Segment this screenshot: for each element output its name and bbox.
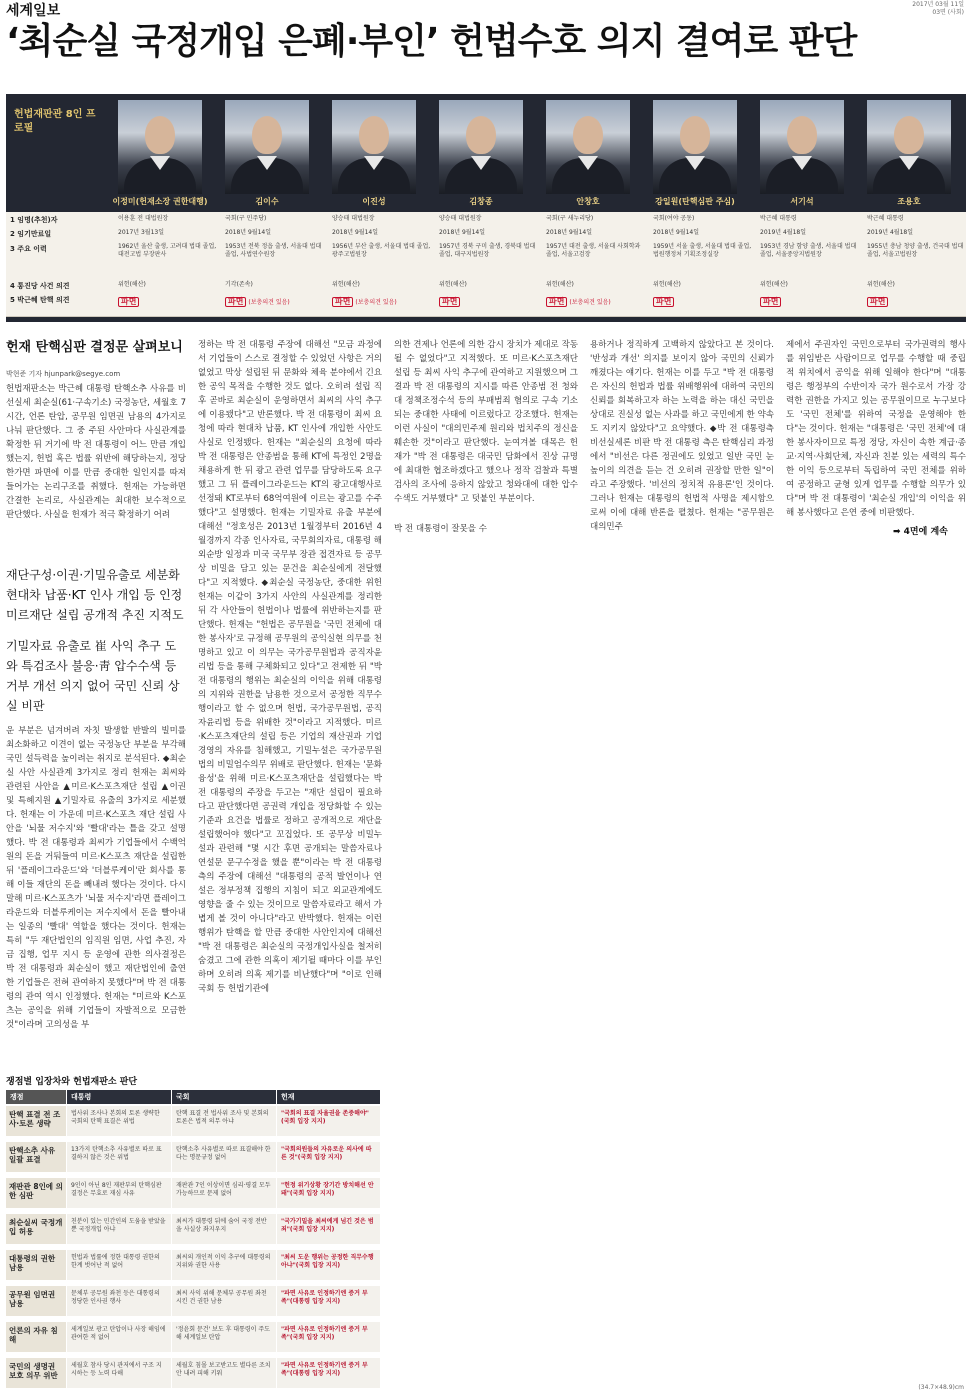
profile-cell-appointer: 국회(여야 공동) <box>653 215 695 222</box>
court-cell: "국회의 표결 자율권을 존중해야"(국회 입장 지지) <box>277 1106 380 1136</box>
profile-cell-appointer: 양승태 대법원장 <box>332 215 375 222</box>
profile-cell-career: 1957년 대전 출생, 서울대 사회학과 졸업, 서울고검장 <box>546 243 641 258</box>
judge-card <box>538 100 638 210</box>
profile-cell-term: 2017년 3월13일 <box>118 229 165 236</box>
profile-cell-career: 1953년 경남 함양 출생, 서울대 법대 졸업, 서울중앙지법원장 <box>760 243 857 258</box>
profile-row <box>6 292 966 317</box>
profile-cell-appointer: 국회(구 새누리당) <box>546 215 594 222</box>
dismissal-stamp: 파면 <box>653 297 674 307</box>
president-cell: 헌법과 법률에 정한 대통령 권한의 한계 벗어난 적 없어 <box>67 1250 171 1280</box>
judge-card <box>645 100 745 210</box>
table-row <box>6 1177 380 1208</box>
judge-photo <box>332 100 416 194</box>
president-cell: 친분이 있는 민간인의 도움을 받았을 뿐 국정개입 아냐 <box>67 1214 171 1244</box>
opinion-note: (보충의견 있음) <box>355 299 397 306</box>
judge-photo <box>225 100 309 194</box>
profile-row-label: 3 주요 이력 <box>10 245 47 253</box>
profile-title: 헌법재판관 8인 프로필 <box>14 109 96 134</box>
page-line: 03면 (사회) <box>932 9 964 16</box>
profile-row-label: 2 임기만료일 <box>10 230 52 238</box>
court-cell: "국가기밀을 최씨에게 넘긴 것은 범죄"(국회 입장 지지) <box>277 1214 380 1244</box>
assembly-cell: 재판관 7인 이상이면 심리·평결 모두 가능하므로 문제 없어 <box>172 1178 276 1208</box>
president-cell: 9인이 아닌 8인 재판부의 탄핵심판 결정은 무효로 재심 사유 <box>67 1178 171 1208</box>
headline: ‘최순실 국정개입 은폐·부인’ 헌법수호 의지 결여로 판단 <box>6 21 857 62</box>
judge-card <box>110 100 210 210</box>
issue-cell: 공무원 임면권 남용 <box>6 1286 66 1316</box>
issue-cell: 재판관 8인에 의한 심판 <box>6 1178 66 1208</box>
table-row <box>6 1213 380 1244</box>
profile-row-label: 5 박근혜 탄핵 의견 <box>10 296 70 304</box>
dismissal-stamp: 파면 <box>867 297 888 307</box>
continued-note: ➡ 4면에 계속 <box>893 527 948 537</box>
judge-name: 서기석 <box>790 197 814 206</box>
profile-row <box>6 278 966 293</box>
judge-name: 이진성 <box>362 197 386 206</box>
issue-cell: 국민의 생명권 보호 의무 위반 <box>6 1358 66 1388</box>
judge-card <box>324 100 424 210</box>
impeach-cell <box>867 297 967 307</box>
judge-name: 김이수 <box>255 197 279 206</box>
table-header: 헌재 <box>277 1090 380 1104</box>
article-col1-bottom: 운 부분은 넘겨버려 자칫 발생할 반발의 빌미를 최소화하고 이견이 없는 국정농단 부분을 부각해 국민 설득력을 높이려는 취지로 분석된다. ◆최순실 사안 사실관계 3가지로 정리 헌재는 최씨와 관련된 사안을 ▲미르·K스포츠재단 설립 ▲이권 및 특혜지원 ▲기밀자료 유출의 3가지로 세분했다. 헌재는 이 가운데 미르·K스포츠 재단 설립 사안을 '뇌물 저수지'와 '빨대'라는 틀을 갖고 설명했다. 박 전 대통령과 최씨가 기업들에서 수백억원의 돈을 거둬들여 미르·K스포츠 재단을 설립한 뒤 '플레이그라운드'와 '더블루케이'란 회사를 통해 이들 재단의 돈을 빼내려 했다는 것이다. 다시 말해 미르·K스포츠가 '뇌물 저수지'라면 플레이그라운드와 더블루케이는 저수지에서 돈을 빨아내는 일종의 '빨대' 역할을 했다는 것이다. 헌재는 특히 "두 재단법인의 임직원 임면, 사업 추진, 자금 집행, 업무 지시 등 운영에 관한 의사결정은 박 전 대통령과 최순실이 했고 재단법인에 출연한 기업들은 전혀 관여하지 못했다"며 박 전 대통령의 관여 역시 인정했다. 헌재는 "미르와 K스포츠는 공익을 위해 기업들이 자발적으로 모금한 것"이라며 고의성을 부 <box>6 726 186 1030</box>
judge-photo <box>867 100 951 194</box>
profile-row-label: 1 임명(추천)자 <box>10 216 58 224</box>
article-col5: 제에서 주권자인 국민으로부터 국가권력의 행사를 위임받은 사람이므로 업무를 수행할 때 중립적 위치에서 공익을 위해 일해야 한다"며 "대통령은 행정부의 수반이자 국가 원수로서 가장 강력한 권한을 가지고 있는 공무원이므로 누구보다도 '국민 전체'를 위하여 국정을 운영해야 한다"는 것이다. 헌재는 "대통령은 '국민 전체'에 대한 봉사자이므로 특정 정당, 자신이 속한 계급·종교·지역·사회단체, 자신과 친분 있는 세력의 특수한 이익 등으로부터 독립하여 국민 전체를 위하여 공정하고 균형 있게 업무를 수행할 의무가 있다"며 박 전 대통령이 '최순실 개입'의 이익을 위해 봉사했다고 은연 중에 비판했다. <box>786 340 966 518</box>
impeach-cell <box>225 297 325 307</box>
judge-photo <box>439 100 523 194</box>
profile-cell-utp: 위헌(해산) <box>118 281 146 288</box>
issue-cell: 최순실씨 국정개입 허용 <box>6 1214 66 1244</box>
byline: 박현준 기자 hjunpark@segye.com <box>6 370 121 378</box>
profile-cell-utp: 위헌(해산) <box>546 281 574 288</box>
court-cell: "헌정 위기상황 장기간 방치해선 안 돼"(국회 입장 지지) <box>277 1178 380 1208</box>
table-row <box>6 1105 380 1136</box>
profile-cell-career: 1956년 부산 출생, 서울대 법대 졸업, 광주고법원장 <box>332 243 431 258</box>
article-col1-top: 헌법재판소는 박근혜 대통령 탄핵소추 사유를 비선실세 최순실(61·구속기소) 국정농단, 세월호 7시간, 언론 탄압, 공무원 임면권 남용의 4가지로 나눠 판단했다. 그 중 주된 사안마다 사실관계를 확정한 뒤 거기에 박 전 대통령이 어느 만큼 개입했는지, 헌법 혹은 법률 위반에 해당하는지, 정당한가면 파면에 이를 만큼 중대한 일인지를 따져들어가는 논리구조를 취했다. 헌재는 가능하면 간결한 논리로, 사실관계는 최대한 보수적으로 판단했다. 사실을 헌재가 적극 확정하기 어려 <box>6 384 186 520</box>
profile-cell-utp: 위헌(해산) <box>439 281 467 288</box>
profile-row-label: 4 통진당 사건 의견 <box>10 282 70 290</box>
profile-cell-appointer: 국회(구 민주당) <box>225 215 267 222</box>
impeach-cell <box>653 297 753 307</box>
impeach-cell <box>332 297 432 307</box>
judge-card <box>217 100 317 210</box>
assembly-cell: '정윤회 문건' 보도 후 대통령이 주도해 세계일보 탄압 <box>172 1322 276 1352</box>
assembly-cell: 최씨의 개인적 이익 추구에 대통령의 지위와 권한 사용 <box>172 1250 276 1280</box>
issue-cell: 대통령의 권한 남용 <box>6 1250 66 1280</box>
judge-name: 강일원(탄핵심판 주심) <box>655 197 735 206</box>
dismissal-stamp: 파면 <box>225 297 246 307</box>
assembly-cell: 최씨가 대통령 뒤에 숨어 국정 전반을 사실상 좌지우지 <box>172 1214 276 1244</box>
impeach-cell <box>760 297 860 307</box>
table-title: 쟁점별 입장차와 헌법재판소 판단 <box>6 1077 138 1087</box>
profile-cell-utp: 기각(존속) <box>225 281 253 288</box>
impeach-cell <box>118 297 218 307</box>
subhead-2: 기밀자료 유출로 崔 사익 추구 도와 특검조사 불응·靑 압수수색 등 거부 개선 의지 없어 국민 신뢰 상실 비판 <box>6 639 180 713</box>
profile-cell-term: 2019년 4월18일 <box>867 229 914 236</box>
issue-cell: 탄핵소추 사유 일괄 표결 <box>6 1142 66 1172</box>
president-cell: 13가지 탄핵소추 사유별로 따로 표결하지 않은 것은 위법 <box>67 1142 171 1172</box>
masthead: 세계일보 <box>6 3 61 19</box>
profile-cell-utp: 위헌(해산) <box>760 281 788 288</box>
profile-row <box>6 212 966 227</box>
profile-cell-appointer: 이용훈 전 대법원장 <box>118 215 169 222</box>
table-header: 쟁점 <box>6 1090 66 1104</box>
judge-name: 이정미(헌재소장 권한대행) <box>112 197 208 206</box>
court-cell: "파면 사유로 인정하기엔 증거 부족"(대통령 입장 지지) <box>277 1358 380 1388</box>
court-cell: "국회의원들의 자유로운 의사에 따른 것"(국회 입장 지지) <box>277 1142 380 1172</box>
judge-photo <box>118 100 202 194</box>
issue-cell: 탄핵 표결 전 조사·토론 생략 <box>6 1106 66 1136</box>
profile-cell-term: 2018년 9월14일 <box>225 229 272 236</box>
president-cell: 세계일보 광고 탄압이나 사장 해임에 관여한 적 없어 <box>67 1322 171 1352</box>
issues-table <box>6 1090 380 1394</box>
article-col2: 정하는 박 전 대통령 주장에 대해선 "모금 과정에서 기업들이 스스로 결정할 수 있었던 사항은 거의 없었고 막상 설립된 뒤 문화와 체육 분야에서 긴요한 공익 목적을 수행한 것도 없다. 오히려 설립 직후 곧바로 최순실이 운영하면서 최씨의 사익 추구에 이용됐다"고 반론했다. 박 전 대통령이 최씨 요청에 따라 현대차 납품, KT 인사에 개입한 사안도 사실로 인정됐다. 헌재는 "최순실의 요청에 따라 박 전 대통령은 안종범을 통해 KT에 특정인 2명을 채용하게 한 뒤 광고 관련 업무를 담당하도록 요구했고 그 뒤 플레이그라운드는 KT의 광고대행사로 선정돼 KT로부터 68억여원에 이르는 광고를 수주했다"고 설명했다. 헌재는 기밀자료 유출 부분에 대해선 "정호성은 2013년 1월경부터 2016년 4월경까지 각종 인사자료, 국무회의자료, 대통령 해외순방 일정과 미국 국무부 장관 접견자료 등 공무상 비밀을 담고 있는 문건을 최순실에게 전달했다"고 지적했다. ◆최순실 국정농단, 중대한 위헌 헌재는 이같이 3가지 사안의 사실관계를 정리한 뒤 각 사안들이 헌법이나 법률에 위반하는지를 판단했다. 헌재는 "헌법은 공무원을 '국민 전체에 대한 봉사자'로 규정해 공무원의 공익실현 의무를 천명하고 있고 이 의무는 국가공무원법과 공직자윤리법 등을 통해 구체화되고 있다"고 전제한 뒤 "박 전 대통령의 행위는 최순실의 이익을 위해 대통령의 지위와 권한을 남용한 것으로서 공정한 직무수행이라고 할 수 없으며 헌법, 국가공무원법, 공직자윤리법 등을 위배한 것"이라고 지적했다. 미르·K스포츠재단의 설립 등은 기업의 재산권과 기업경영의 자유를 침해했고, 기밀누설은 국가공무원법의 비밀엄수의무 위배로 판단했다. 헌재는 '문화융성'을 위해 미르·K스포츠재단을 설립했다는 박 전 대통령의 주장을 두고는 "재단 설립이 필요하다고 판단했다면 공권력 개입을 정당화할 수 있는 기준과 요건을 법률로 정하고 공개적으로 재단을 설립했어야 했다"고 꼬집었다. 또 공무상 비밀누설과 관련해 "몇 시간 후면 공개되는 말씀자료나 연설문 문구수정을 했을 뿐"이라는 박 전 대통령 측의 주장에 대해선 "대통령의 공적 발언이나 연설은 정부정책 집행의 지침이 되고 외교관계에도 영향을 줄 수 있는 것이므로 말씀자료라고 해서 가볍게 볼 것이 아니다"라고 반박했다. 헌재는 이런 행위가 탄핵을 할 만큼 중대한 사안인지에 대해선 "박 전 대통령은 최순실의 국정개입사실을 철저히 숨겼고 그에 관한 의혹이 제기될 때마다 이를 부인하며 오히려 의혹 제기를 비난했다"며 "이로 인해 국회 등 헌법기관에 <box>198 340 382 994</box>
profile-cell-term: 2018년 9월14일 <box>546 229 593 236</box>
dismissal-stamp: 파면 <box>118 297 139 307</box>
article-col3: 의한 견제나 언론에 의한 감시 장치가 제대로 작동될 수 없었다"고 지적했다. 또 미르·K스포츠재단 설립 등 최씨 사익 추구에 관여하고 지원했으며 그 결과 박 전 대통령의 지시를 따른 안종범 전 청와대 정책조정수석 등의 부패범죄 혐의로 구속 기소되는 중대한 사태에 이르렀다고 강조했다. 헌재는 이런 사실이 "대의민주제 원리와 법치주의 정신을 훼손한 것"이라고 판단했다. 눈여겨볼 대목은 헌재가 "박 전 대통령은 대국민 담화에서 진상 규명에 최대한 협조하겠다고 했으나 정작 검찰과 특별검사의 조사에 응하지 않았고 청와대에 대한 압수수색도 거부했다" 고 덧붙인 부분이다. <box>394 340 578 504</box>
court-cell: "파면 사유로 인정하기엔 증거 부족"(국회 입장 지지) <box>277 1322 380 1352</box>
president-cell: 세월호 참사 당시 관저에서 구조 지시하는 등 노력 다해 <box>67 1358 171 1388</box>
profile-cell-utp: 위헌(해산) <box>332 281 360 288</box>
judge-name: 김창종 <box>469 197 493 206</box>
profile-cell-utp: 위헌(해산) <box>867 281 895 288</box>
opinion-note: (보충의견 있음) <box>569 299 611 306</box>
judge-photo <box>760 100 844 194</box>
judge-photo <box>546 100 630 194</box>
dismissal-stamp: 파면 <box>439 297 460 307</box>
table-header: 국회 <box>172 1090 276 1104</box>
profile-cell-appointer: 박근혜 대통령 <box>867 215 904 222</box>
assembly-cell: 탄핵소추 사유별로 따로 표결해야 한다는 명문규정 없어 <box>172 1142 276 1172</box>
impeach-cell <box>439 297 539 307</box>
date-line: 2017년 03월 11일 <box>912 1 964 8</box>
court-cell: "파면 사유로 인정하기엔 증거 부족"(대통령 입장 지지) <box>277 1286 380 1316</box>
table-header: 대통령 <box>67 1090 171 1104</box>
profile-cell-career: 1959년 서울 출생, 서울대 법대 졸업, 법원행정처 기획조정실장 <box>653 243 752 258</box>
scale-note: (34.7×48.9)cm <box>918 1384 964 1391</box>
profile-cell-career: 1962년 울산 출생, 고려대 법대 졸업, 대전고법 부장판사 <box>118 243 217 258</box>
profile-cell-career: 1955년 충남 청양 출생, 건국대 법대 졸업, 서울고법원장 <box>867 243 964 258</box>
judge-card <box>431 100 531 210</box>
dismissal-stamp: 파면 <box>760 297 781 307</box>
table-row <box>6 1141 380 1172</box>
impeach-cell <box>546 297 646 307</box>
table-row <box>6 1285 380 1316</box>
assembly-cell: 탄핵 표결 전 법사위 조사 및 본회의 토론은 법적 의무 아냐 <box>172 1106 276 1136</box>
president-cell: 법사위 조사나 본회의 토론 생략한 국회의 탄핵 표결은 위법 <box>67 1106 171 1136</box>
profile-cell-utp: 위헌(해산) <box>653 281 681 288</box>
judge-name: 조용호 <box>897 197 921 206</box>
opinion-note: (보충의견 있음) <box>248 299 290 306</box>
table-row <box>6 1321 380 1352</box>
article-col4: 용하거나 정직하게 고백하지 않았다고 본 것이다. '반성과 개선' 의지를 보이지 않아 국민의 신뢰가 깨졌다는 얘기다. 헌재는 이를 두고 "박 전 대통령은 자신의 헌법과 법률 위배행위에 대하여 국민의 신뢰를 회복하고자 하는 노력을 하는 대신 국민을 상대로 진실성 없는 사과를 하고 국민에게 한 약속도 지키지 않았다"고 요약했다. ◆박 전 대통령측 비선실세론 비판 박 전 대통령 측은 탄핵심리 과정에서 "비선은 다른 정권에도 있었고 일반 국민 눈높이의 의견을 듣는 건 오히려 권장할 만한 일"이라고 주장했다. '비선의 정치적 유용론'인 것이다. 그러나 헌재는 대통령의 헌법적 사명을 제시함으로써 이에 대해 반론을 펼쳤다. 헌재는 "공무원은 대의민주 <box>590 340 774 532</box>
profile-cell-term: 2018년 9월14일 <box>653 229 700 236</box>
judge-card <box>752 100 852 210</box>
president-cell: 문체부 공무원 좌천 등은 대통령의 정당한 인사권 행사 <box>67 1286 171 1316</box>
profile-cell-term: 2019년 4월18일 <box>760 229 807 236</box>
judge-photo <box>653 100 737 194</box>
subhead-1: 재단구성·이권·기밀유출로 세분화 현대차 납품·KT 인사 개입 등 인정 미르재단 설립 공개적 추진 지적도 <box>6 568 184 622</box>
profile-cell-term: 2018년 9월14일 <box>439 229 486 236</box>
dismissal-stamp: 파면 <box>546 297 567 307</box>
assembly-cell: 세월호 침몰 보고받고도 별다른 조치 안 내려 피해 키워 <box>172 1358 276 1388</box>
profile-cell-term: 2018년 9월14일 <box>332 229 379 236</box>
section-title: 헌재 탄핵심판 결정문 살펴보니 <box>6 340 183 355</box>
assembly-cell: 최씨 사익 위해 문체부 공무원 좌천시킨 건 권한 남용 <box>172 1286 276 1316</box>
profile-cell-career: 1957년 경북 구미 출생, 경북대 법대 졸업, 대구지법원장 <box>439 243 536 258</box>
table-row <box>6 1357 380 1388</box>
article-col3-tail: 박 전 대통령이 잘못을 수 <box>394 524 487 534</box>
judge-card <box>859 100 959 210</box>
date-info <box>912 1 964 17</box>
judge-name: 안창호 <box>576 197 600 206</box>
table-row <box>6 1249 380 1280</box>
dismissal-stamp: 파면 <box>332 297 353 307</box>
issue-cell: 언론의 자유 침해 <box>6 1322 66 1352</box>
profile-cell-appointer: 양승태 대법원장 <box>439 215 482 222</box>
profile-row <box>6 240 966 279</box>
court-cell: "최씨 도운 행위는 공정한 직무수행 아냐"(국회 입장 지지) <box>277 1250 380 1280</box>
profile-row <box>6 226 966 241</box>
profile-cell-career: 1953년 전북 정읍 출생, 서울대 법대 졸업, 사법연수원장 <box>225 243 322 258</box>
profile-cell-appointer: 박근혜 대통령 <box>760 215 797 222</box>
